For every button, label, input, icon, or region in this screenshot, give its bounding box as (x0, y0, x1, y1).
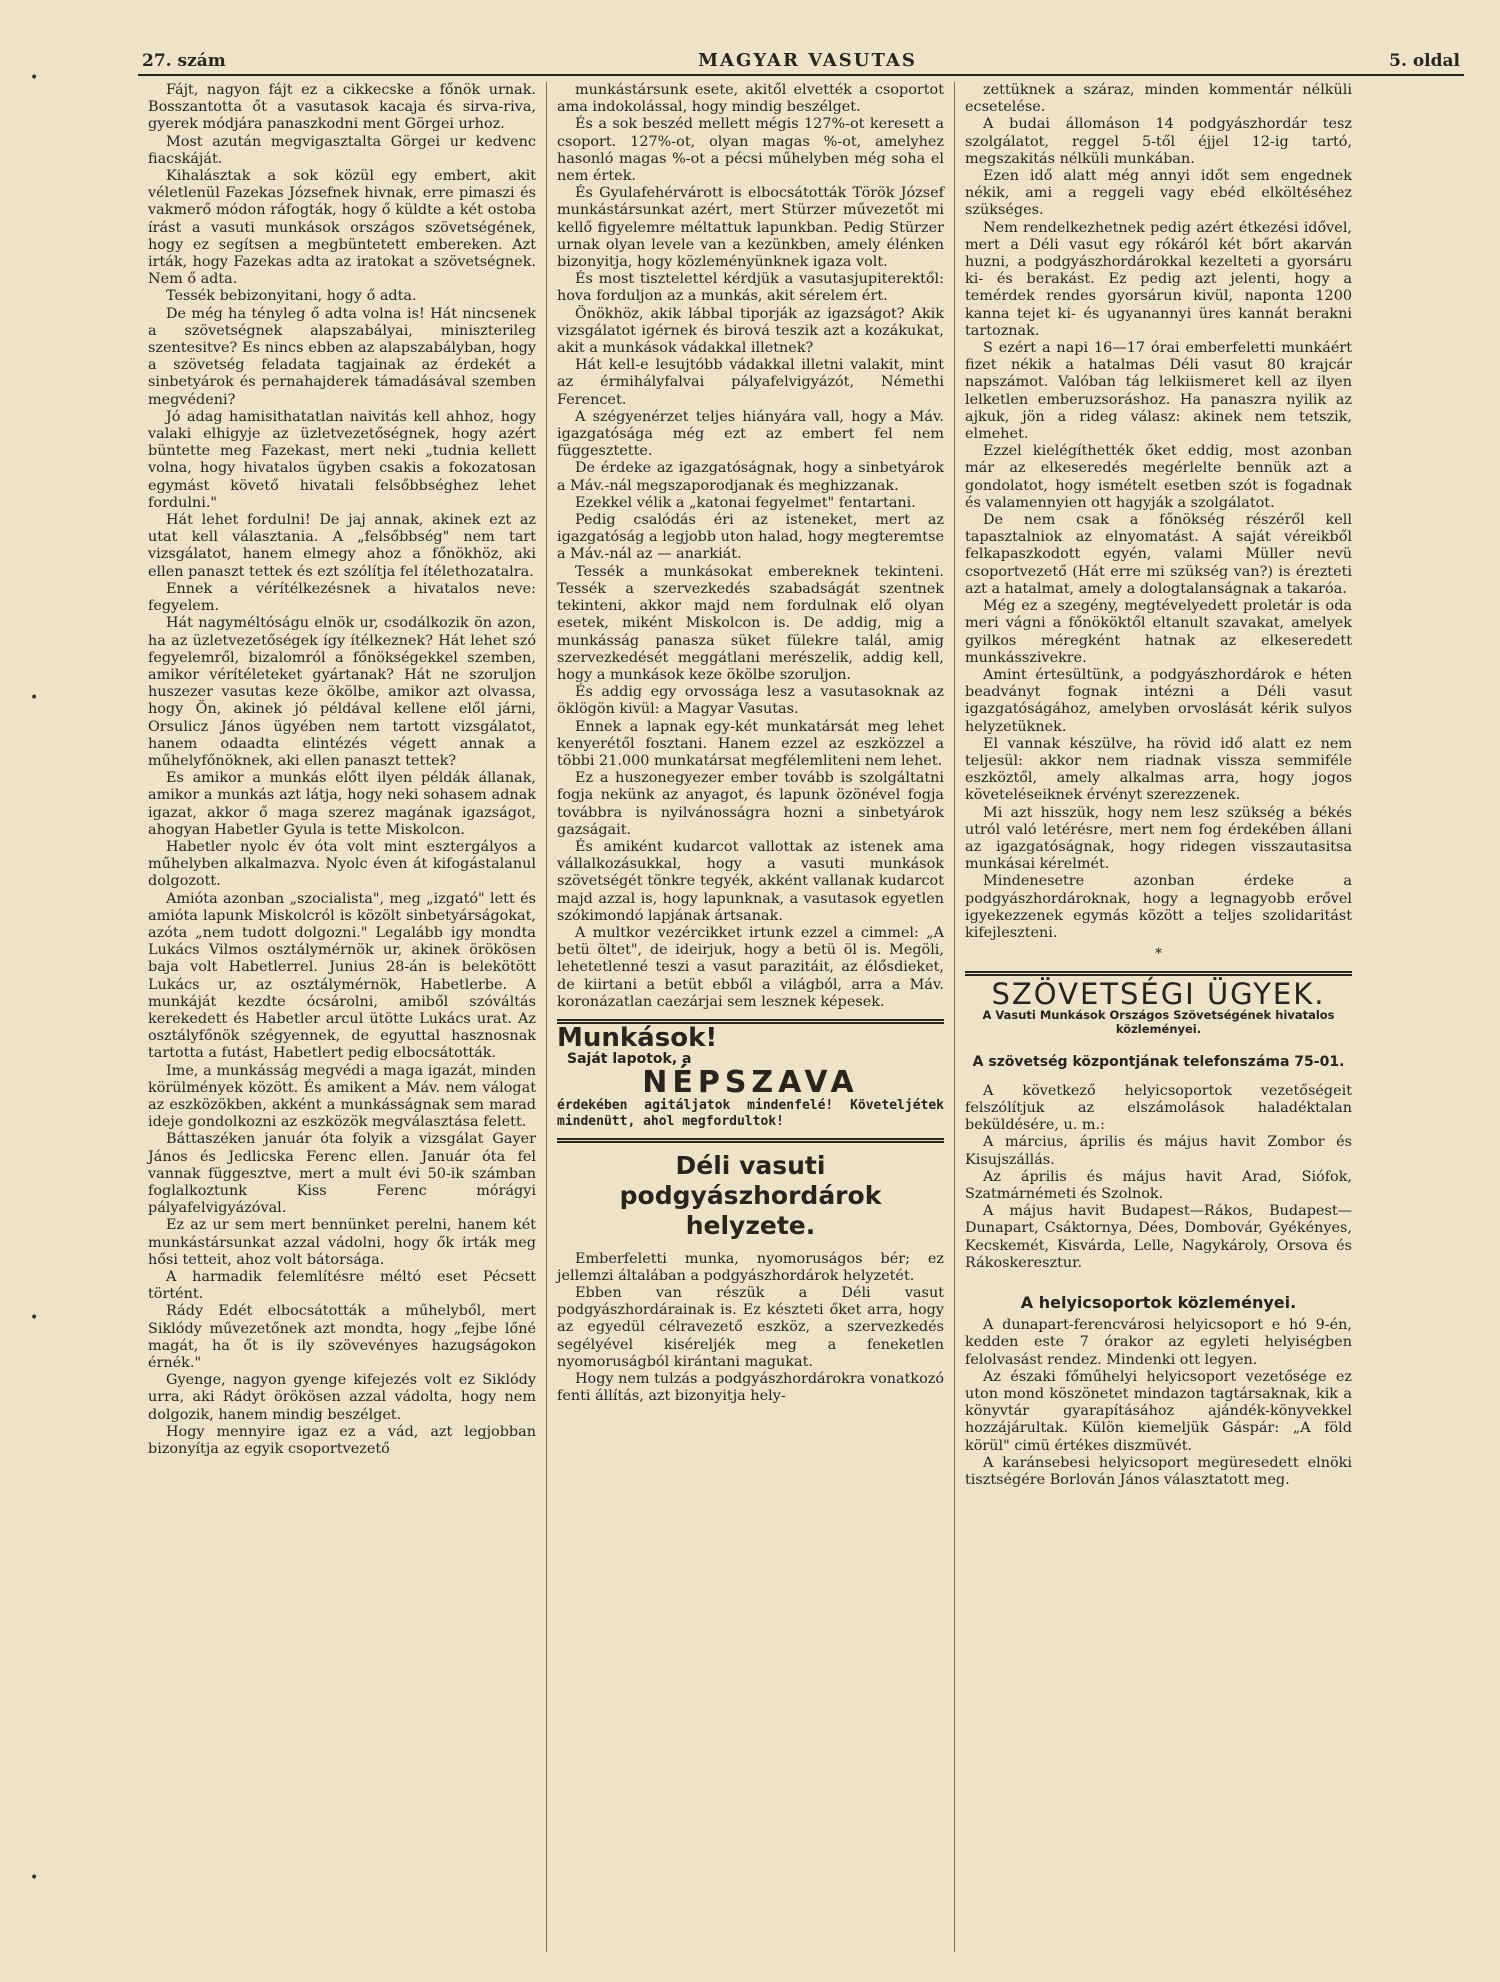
section-title: SZÖVETSÉGI ÜGYEK. (991, 977, 1326, 1012)
paragraph: A harmadik felemlítésre méltó eset Pécsett történt. (148, 1269, 536, 1303)
paragraph: Az április és május havit Arad, Siófok, Szatmárnémeti és Szolnok. (965, 1168, 1352, 1202)
paragraph: És most tisztelettel kérdjük a vasutasjupiterektől: hova forduljon az a munkás, akit sérelem ért. (557, 271, 944, 305)
paragraph: Hogy mennyire igaz ez a vád, azt legjobban bizonyítja az egyik csoportvezető (148, 1423, 536, 1458)
divider (557, 1138, 944, 1143)
paragraph: A következő helyicsoportok vezetőségeit felszólítjuk az elszámolások haladéktalan beküldésére, u. m.: (965, 1082, 1352, 1134)
columns (138, 82, 1464, 1952)
paragraph: Az északi főműhelyi helyicsoport vezetősége ez uton mond köszönetet mindazon tagtársaknak, kik a könyvtár gyarapításához ajándék-könyvekkel hozzájárultak. Külön kiemeljük Gáspár: „A föld körül" cimü értékes diszmüvét. (965, 1368, 1352, 1454)
paragraph: Fájt, nagyon fájt ez a cikkecske a főnök urnak. Bosszantotta őt a vasutasok kacaja és sirva-riva, gyerek módjára panaszkodni ment Görgei urhoz. (148, 82, 536, 133)
paragraph: Pedig csalódás éri az isteneket, mert az igazgatóság a legjobb uton halad, hogy megteremtse a Máv.-nál az — anarkiát. (557, 512, 944, 563)
issue-number: 27. szám (142, 51, 226, 71)
paragraph: És Gyulafehérvárott is elbocsátották Török József munkástársunkat azért, mert Stürzer művezetőt mi kellő figyelemre méltattuk lapunkban. Pedig Stürzer urnak olyan levele van a kezünkben, amely élénken bizonyitja, hogy közleményünknek igaza volt. (557, 185, 944, 271)
subsection-body (965, 1317, 1352, 1489)
paragraph: Önökhöz, akik lábbal tiporják az igazságot? Akik vizsgálatot igérnek és birová teszik azt a kozákukat, akit a munkások vádakkal illetnek? (557, 305, 944, 357)
paragraph: S ezért a napi 16—17 órai emberfeletti munkáért fizet nékik a hatalmas Déli vasut 80 krajcár napszámot. Valóban tág lelkiismeret kell az ilyen lelketlen emberuzsoráshoz. Ha panaszra nyilik az ajkuk, jön a rideg válasz: akinek nem tetszik, elmehet. (965, 340, 1352, 443)
paragraph: Hát nagyméltóságu elnök ur, csodálkozik ön azon, ha az üzletvezetőségek így ítélkeznek? Hát lehet szó fegyelemről, bizalomról a főnökségekkel szemben, amikor vérítéleteket gyártanak? Hát ne szoruljon huszezer vasutas keze ökölbe, amikor azt olvassa, hogy Ön, akinek jó példával kellene elől járni, Orsulicz János ügyében nem tartott vizsgálatot, hanem odaadta elintézés végett annak a műhelyfőnöknek, aki ellen panaszt tettek? (148, 615, 536, 769)
paragraph: El vannak készülve, ha rövid idő alatt ez nem teljesül: akkor nem riadnak vissza semmiféle eszköztől, amely alkalmas arra, hogy jogos követeléseiknek érvényt szerezzenek. (965, 735, 1352, 804)
masthead (138, 50, 1464, 76)
ad-text: érdekében agitáljatok mindenfelé! Követeljétek mindenütt, ahol megfordultok! (557, 1097, 944, 1129)
column-1 (138, 82, 546, 1952)
paragraph: Ime, a munkásság megvédi a maga igazát, minden körülmények között. És amikent a Máv. nem válogat az eszközökben, akként a munkásságnak sem marad ideje gondolkozni az eszközök megválasztása felett. (148, 1062, 536, 1131)
article-continuation (557, 82, 944, 1011)
nepszava-ad (557, 1022, 944, 1130)
paragraph: Még ez a szegény, megtévelyedett proletár is oda meri vágni a főnököktől eltanult szavakat, amelyek gyilkos méregként hatnak az elkeseredett munkásszivekre. (965, 598, 1352, 666)
column-2 (546, 82, 954, 1952)
divider (965, 971, 1352, 976)
paragraph: De nem csak a főnökség részéről kell tapasztalniok az elnyomatást. A saját véreikből felkapaszkodott egyén, valami Müller nevü csoportvezető (Hát erre mi szükség van?) is érezteti azt a hatalmat, amely a dologtalanságnak a takaróa. (965, 512, 1352, 597)
paragraph: Gyenge, nagyon gyenge kifejezés volt ez Siklódy urra, aki Rádyt örökösen azzal vádolta, hogy nem dolgozik, hanem mindig beszélget. (148, 1372, 536, 1423)
paragraph: Amint értesültünk, a podgyászhordárok e héten beadványt fognak intézni a Déli vasut igazgatóságához, amelyben orvoslását kérik sulyos helyzetüknek. (965, 666, 1352, 735)
phone-notice: A szövetség központjának telefonszáma 75-01. (972, 1053, 1345, 1070)
paragraph: Rády Edét elbocsátották a műhelyből, mert Siklódy művezetőnek azt mondta, hogy „fejbe lőné magát, ha őt is ily szövevényes hazugságokon érnék." (148, 1303, 536, 1372)
margin-mark: • (30, 1870, 39, 1886)
section-body (965, 1083, 1352, 1272)
paragraph: És addig egy orvossága lesz a vasutasoknak az öklögön kivül: a Magyar Vasutas. (557, 684, 944, 718)
paragraph: Hát lehet fordulni! De jaj annak, akinek ezt az utat kell választania. A „felsőbbség" nem tart vizsgálatot, hanem elmegy ahoz a főnökhöz, aki ellen panaszt tettek és ezt szólítja fel ítélethozatalra. (148, 512, 536, 580)
paragraph: Hogy nem tulzás a podgyászhordárokra vonatkozó fenti állítás, azt bizonyitja hely- (557, 1371, 944, 1405)
ad-line: Saját lapotok, a (567, 1051, 692, 1068)
margin-mark: • (30, 1310, 39, 1326)
article-continuation (965, 82, 1352, 942)
paragraph: A május havit Budapest—Rákos, Budapest—Dunapart, Csáktornya, Dées, Dombovár, Gyékényes, Kecskemét, Kisvárda, Lelle, Nagykároly, Orsova és Rákoskeresztur. (965, 1203, 1352, 1271)
paragraph: Ez a huszonegyezer ember tovább is szolgáltatni fogja nekünk az anyagot, és lapunk özönével fogja továbbra is nyilvánosságra hozni a sinbetyárok gazságait. (557, 770, 944, 838)
paragraph: Most azután megvigasztalta Görgei ur kedvenc fiacskáját. (148, 133, 536, 167)
paragraph: A március, április és május havit Zombor és Kisujszállás. (965, 1134, 1352, 1168)
ad-title: Munkások! (557, 1022, 718, 1053)
paragraph: Mi azt hisszük, hogy nem lesz szükség a békés utról való letérésre, mert nem fog érdekében állani az igazgatóságnak, hogy ridegen visszautasitsa munkásai kérelmét. (965, 804, 1352, 873)
paragraph: munkástársunk esete, akitől elvették a csoportot ama indokolással, hogy mindig beszélget. (557, 82, 944, 116)
paragraph: Ez az ur sem mert bennünket perelni, hanem két munkástársunkat azzal vádolni, hogy ők irták meg hősi tetteit, ahoz volt bátorsága. (148, 1217, 536, 1268)
paragraph: A dunapart-ferencvárosi helyicsoport e hó 9-én, kedden este 7 órakor az egyleti helyiségben felolvasást rendez. Mindenki ott legyen. (965, 1317, 1352, 1368)
paragraph: Nem rendelkezhetnek pedig azért étkezési idővel, mert a Déli vasut egy rókáról két bőrt akarván huzni, a podgyászhordárokkal kezelteti a gyorsáru ki- és berakást. Ez pedig azt jelenti, hogy a temérdek rendes gyorsárun kivül, naponta 1200 kanna tejet ki- és ugyanannyi üres kannát berakni tartoznak. (965, 219, 1352, 339)
paragraph: Ennek a vérítélkezésnek a hivatalos neve: fegyelem. (148, 580, 536, 615)
paragraph: De még ha tényleg ő adta volna is! Hát nincsenek a szövetségnek alapszabályai, miniszterileg szentesitve? Es nincs ebben az alapszabályban, hogy a szövetség feladata tagjainak az érdekét a sinbetyárok és pernahajderek támadásával szemben megvédeni? (148, 305, 536, 408)
paragraph: És a sok beszéd mellett mégis 127%-ot keresett a csoport. 127%-ot, olyan magas %-ot, amelyhez hasonló magas %-ot a pécsi műhelyben még soha el nem értek. (557, 116, 944, 185)
paragraph: És amiként kudarcot vallottak az istenek ama vállalkozásukkal, hogy a vasuti munkások szövetségét tönkre tegyék, akként vallanak kudarcot majd azzal is, hogy lapunknak, a vasutasok egyetlen szókimondó lapjának ártsanak. (557, 838, 944, 924)
paragraph: Emberfeletti munka, nyomoruságos bér; ez jellemzi általában a podgyászhordárok helyzetét. (557, 1250, 944, 1284)
paragraph: A budai állomáson 14 podgyászhordár tesz szolgálatot, reggel 5-től éjjel 12-ig tartó, megszakitás nélküli munkában. (965, 116, 1352, 167)
paragraph: Amióta azonban „szocialista", meg „izgató" lett és amióta lapunk Miskolcról is közölt sinbetyárságokat, azóta „nem tudott dolgozni." Legalább igy mondta Lukács Vilmos osztálymérnök ur, akinek örökösen baja volt Habetlerrel. Junius 28-án is belekötött Lukács ur, az osztálymérnök, Habetlerbe. A munkáját kezdte ócsárolni, amiből szóváltás kerekedett és Habetler arcul ütötte Lukács urat. Az osztályfőnök szégyennek, de egyuttal hasznosnak tartotta a futást, Habetlert pedig elbocsátották. (148, 890, 536, 1062)
paragraph: Habetler nyolc év óta volt mint esztergályos a műhelyben alkalmazva. Nyolc éven át kifogástalanul dolgozott. (148, 838, 536, 890)
article-headline: Déli vasuti podgyászhordárok helyzete. (619, 1150, 882, 1240)
paragraph: Jó adag hamisithatatlan naivitás kell ahhoz, hogy valaki elhigyje az üzletvezetőségnek, hogy azért büntette meg Fazekast, mert neki „tudnia kellett volna, hogy hivatalos ügyben csakis a fokozatosan egymást követő hivatali felsőbbséghez lehet fordulni." (148, 408, 536, 511)
paragraph: Báttaszéken január óta folyik a vizsgálat Gayer János és Jedlicska Ferenc ellen. Január óta fel vannak függesztve, mert a mult évi 50-ik számban foglalkoztunk Kiss Ferenc mórágyi pályafelvigyázóval. (148, 1131, 536, 1217)
paragraph: Ebben van részük a Déli vasut podgyászhordárainak is. Ez készteti őket arra, hogy az egyedül célravezető eszköz, a szervezkedés segélyével kiséreljék meg a feneketlen nyomoruságból kirántani magukat. (557, 1284, 944, 1370)
ad-paper-name: NÉPSZAVA (642, 1065, 859, 1101)
paragraph: Es amikor a munkás előtt ilyen példák állanak, amikor a munkás azt látja, hogy neki sohasem adnak igazat, akkor ő maga szerez magának igazságot, ahogyan Habetler Gyula is tette Miskolcon. (148, 770, 536, 838)
paragraph: Hát kell-e lesujtóbb vádakkal illetni valakit, mint az érmihályfalvai pályafelvigyázót, Némethi Ferencet. (557, 357, 944, 408)
section-subtitle: A Vasuti Munkások Országos Szövetségének hivatalos közleményei. (982, 1007, 1335, 1036)
paragraph: Kihalásztak a sok közül egy embert, akit véletlenül Fazekas Józsefnek hivnak, erre pimaszi és vakmerő módon ráfogták, hogy ő küldte a két ostoba írást a vasuti munkások országos szövetségének, hogy ez segítsen a megbüntetett embereken. Azt irták, hogy Fazekas adta az iratokat a szövetségnek. Nem ő adta. (148, 168, 536, 288)
paragraph: De érdeke az igazgatóságnak, hogy a sinbetyárok a Máv.-nál megszaporodjanak és meghizzanak. (557, 460, 944, 494)
separator-star: * (1155, 946, 1162, 963)
newspaper-title: MAGYAR VASUTAS (698, 50, 917, 71)
subsection-title: A helyicsoportok közleményei. (1020, 1293, 1297, 1312)
paragraph: Mindenesetre azonban érdeke a podgyászhordároknak, hogy a legnagyobb erővel igyekezzenek egymás között a teljes szolidaritást kifejleszteni. (965, 873, 1352, 941)
margin-mark: • (30, 70, 39, 86)
page-number: 5. oldal (1389, 51, 1460, 71)
margin-mark: • (30, 690, 39, 706)
paragraph: zettüknek a száraz, minden kommentár nélküli ecsetelése. (965, 82, 1352, 116)
paragraph: Tessék a munkásokat embereknek tekinteni. Tessék a szervezkedés szabadságát szentnek tekinteni, akkor majd nem fordulnak elő olyan esetek, miként Miskolcon is. De addig, mig a munkásság panasza süket fülekre talál, amig szervezkedését meggátlani merészelik, addig kell, hogy a munkások keze ökölbe szoruljon. (557, 563, 944, 683)
paragraph: A multkor vezércikket irtunk ezzel a cimmel: „A betü öltet", de ideirjuk, hogy a betü öl is. Megöli, lehetetlenné teszi a vasut parazitáit, az élősdieket, de kiirtani a betüt ebből a világból, arra a Máv. koronázatlan caezárjai sem lesznek képesek. (557, 924, 944, 1010)
paragraph: Ezen idő alatt még annyi időt sem engednek nékik, ami a reggeli vagy ebéd elköltéséhez szükséges. (965, 168, 1352, 219)
paragraph: A karánsebesi helyicsoport megüresedett elnöki tisztségére Borlován János választatott meg. (965, 1454, 1352, 1489)
paragraph: Ezzel kielégíthették őket eddig, most azonban már az elkeseredés megérlelte bennük azt a gondolatot, hogy ismételt esetben szót is fogadnak és valamennyien ott hagyják a szolgálatot. (965, 443, 1352, 511)
paragraph: Ezekkel vélik a „katonai fegyelmet" fentartani. (575, 494, 916, 511)
paragraph: A szégyenérzet teljes hiányára vall, hogy a Máv. igazgatósága még ezt az embert fel nem függesztette. (557, 408, 944, 460)
article-body (557, 1251, 944, 1406)
paragraph: Tessék bebizonyitani, hogy ő adta. (166, 288, 417, 305)
paragraph: Ennek a lapnak egy-két munkatársát meg lehet kenyerétől fosztani. Hanem ezzel az eszközzel a többi 21.000 munkatársat megfélemliteni nem lehet. (557, 718, 944, 769)
column-3 (954, 82, 1362, 1952)
